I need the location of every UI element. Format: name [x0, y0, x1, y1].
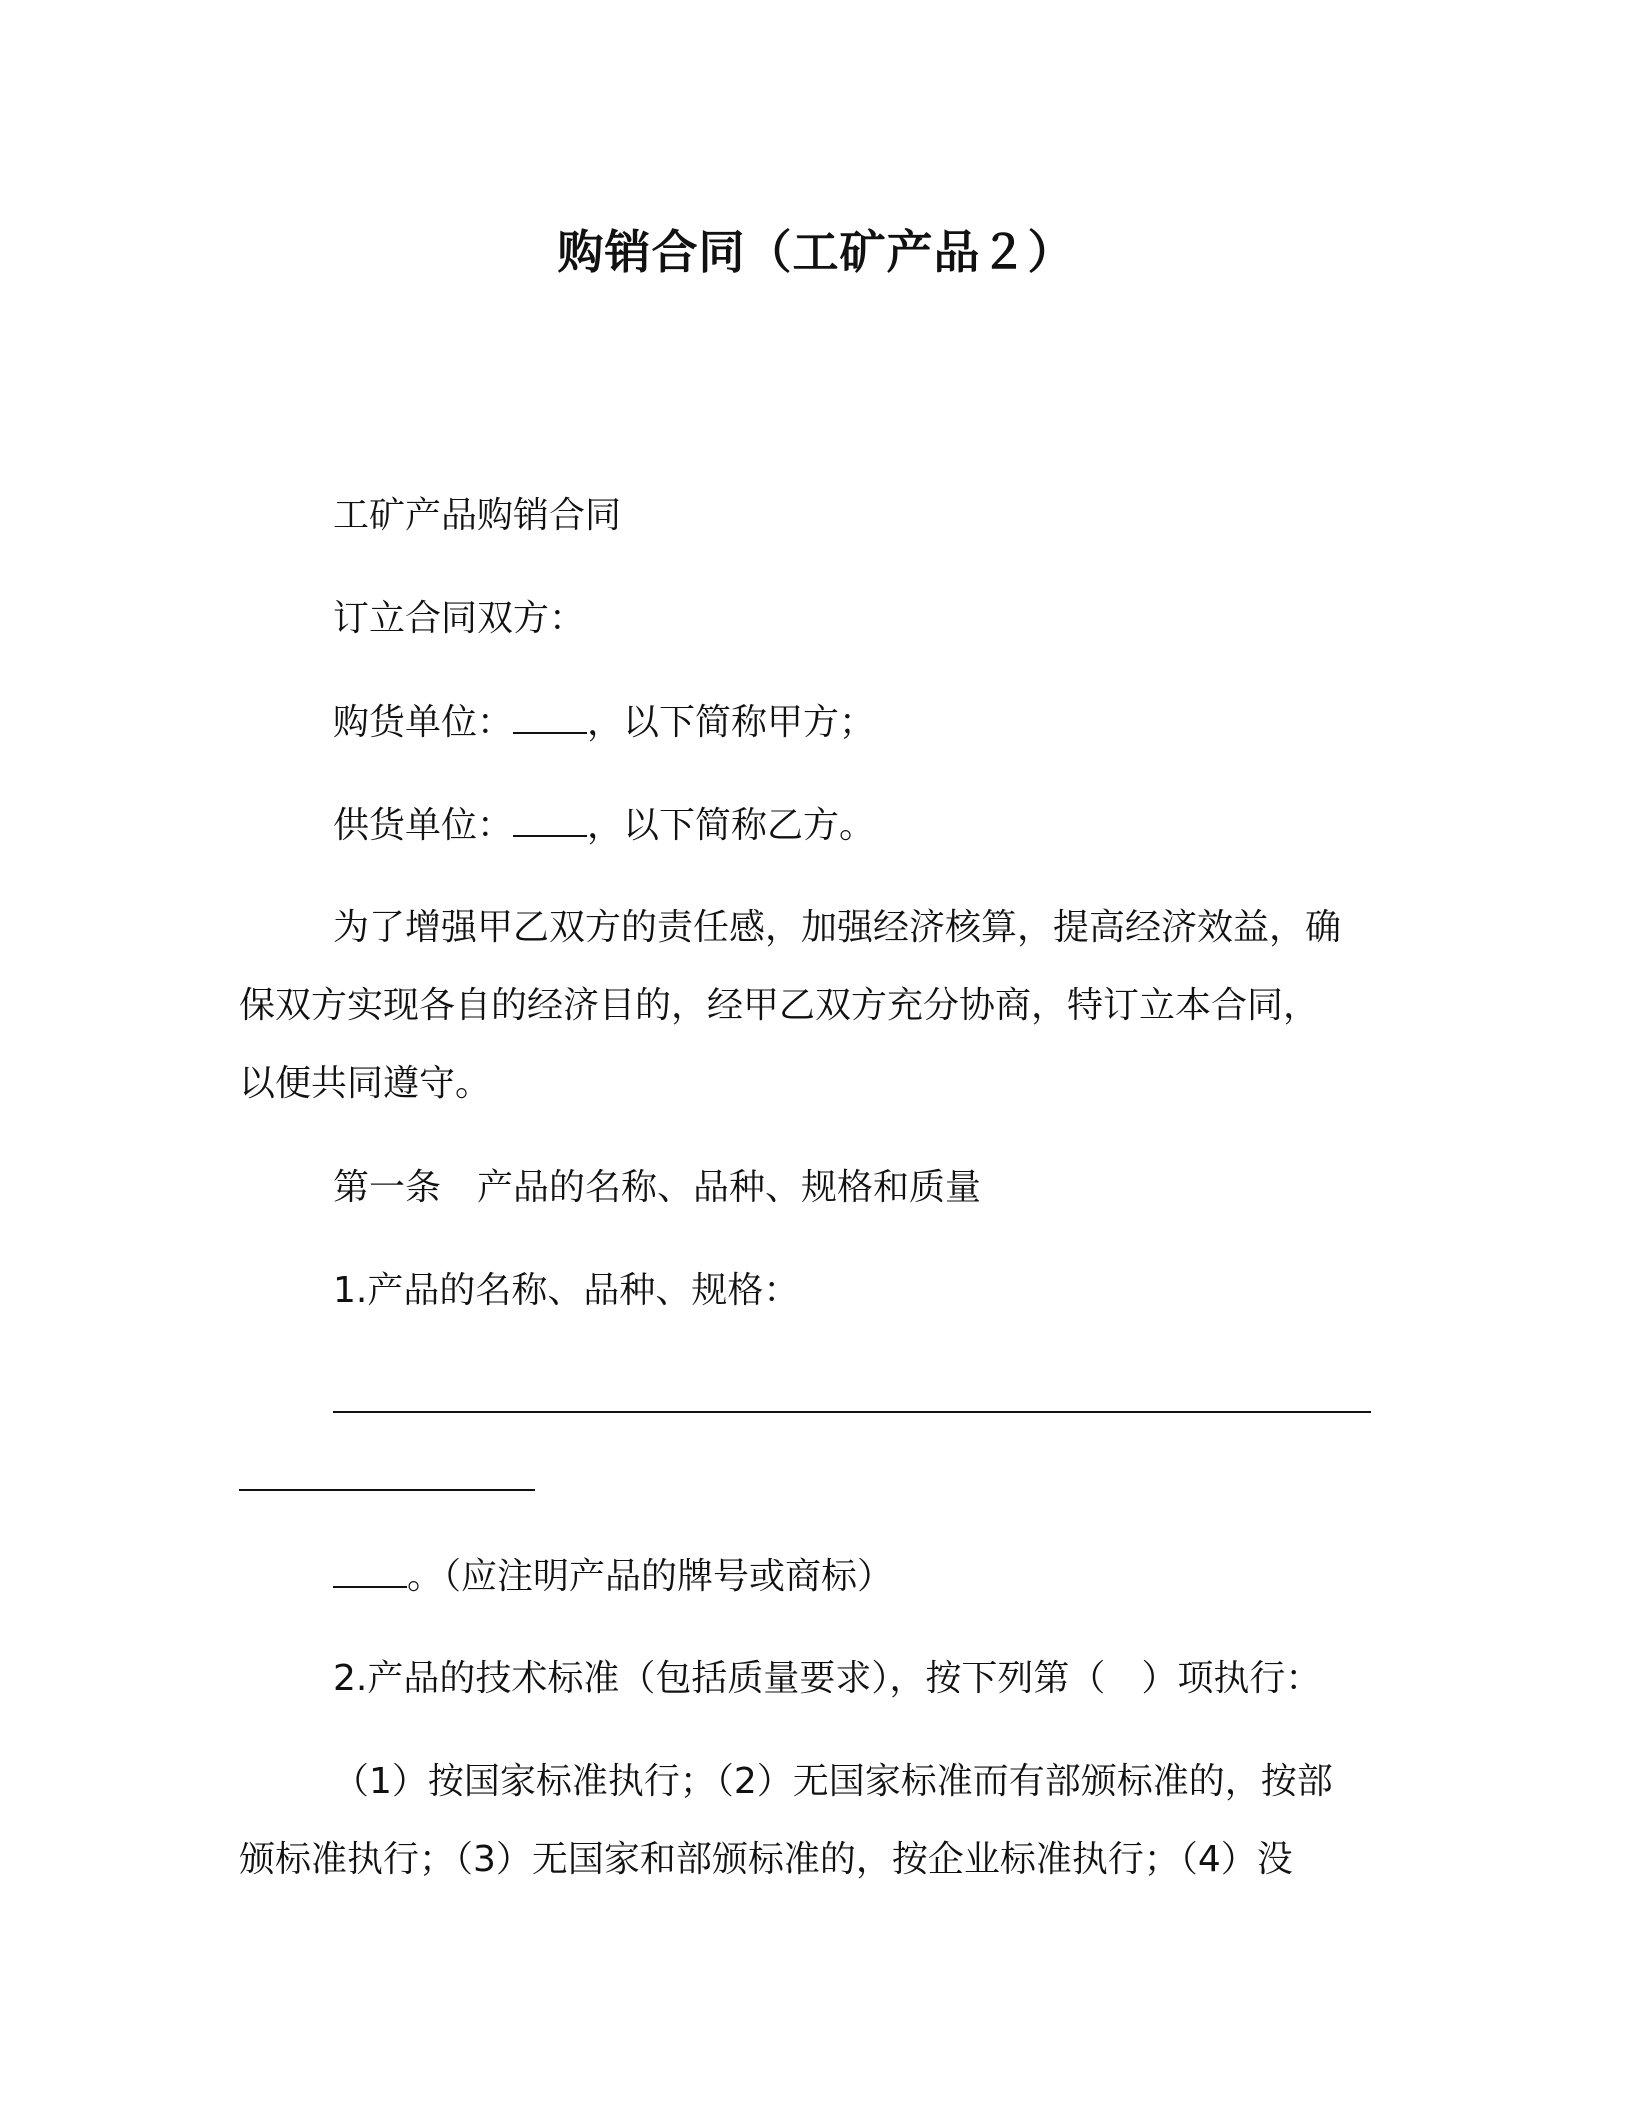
- contract-heading: 工矿产品购销合同: [333, 495, 622, 536]
- purpose-paragraph-line-3: 以便共同遵守。: [239, 1063, 492, 1104]
- item-1-label: 1.产品的名称、品种、规格：: [333, 1270, 800, 1311]
- seller-line: [333, 801, 875, 850]
- purpose-paragraph-line-1: 为了增强甲乙双方的责任感，加强经济核算，提高经济效益，确: [333, 907, 1342, 948]
- seller-label: 供货单位：: [333, 805, 514, 846]
- product-spec-blank-line-1[interactable]: [333, 1411, 1371, 1413]
- standards-line-1: （1）按国家标准执行；（2）无国家标准而有部颁标准的，按部: [333, 1761, 1333, 1802]
- seller-suffix: ，以下简称乙方。: [587, 805, 876, 846]
- buyer-name-blank[interactable]: [513, 698, 587, 734]
- standards-line-2: 颁标准执行；（3）无国家和部颁标准的，按企业标准执行；（4）没: [239, 1839, 1293, 1880]
- seller-name-blank[interactable]: [513, 801, 587, 837]
- parties-intro: 订立合同双方：: [333, 598, 586, 639]
- buyer-label: 购货单位：: [333, 702, 514, 743]
- document-title: 购销合同（工矿产品２）: [557, 225, 1075, 279]
- buyer-suffix: ，以下简称甲方；: [587, 702, 876, 743]
- item-2-label: 2.产品的技术标准（包括质量要求），按下列第（ ）项执行：: [333, 1658, 1322, 1699]
- product-spec-blank-line-2[interactable]: [239, 1489, 535, 1491]
- purpose-paragraph-line-2: 保双方实现各自的经济目的，经甲乙双方充分协商，特订立本合同，: [239, 985, 1320, 1026]
- item-1-note-line: [333, 1552, 893, 1601]
- article-1-title: 第一条 产品的名称、品种、规格和质量: [333, 1167, 982, 1208]
- buyer-line: [333, 698, 875, 747]
- item-1-note: 。（应注明产品的牌号或商标）: [407, 1556, 894, 1597]
- product-brand-blank[interactable]: [333, 1552, 407, 1588]
